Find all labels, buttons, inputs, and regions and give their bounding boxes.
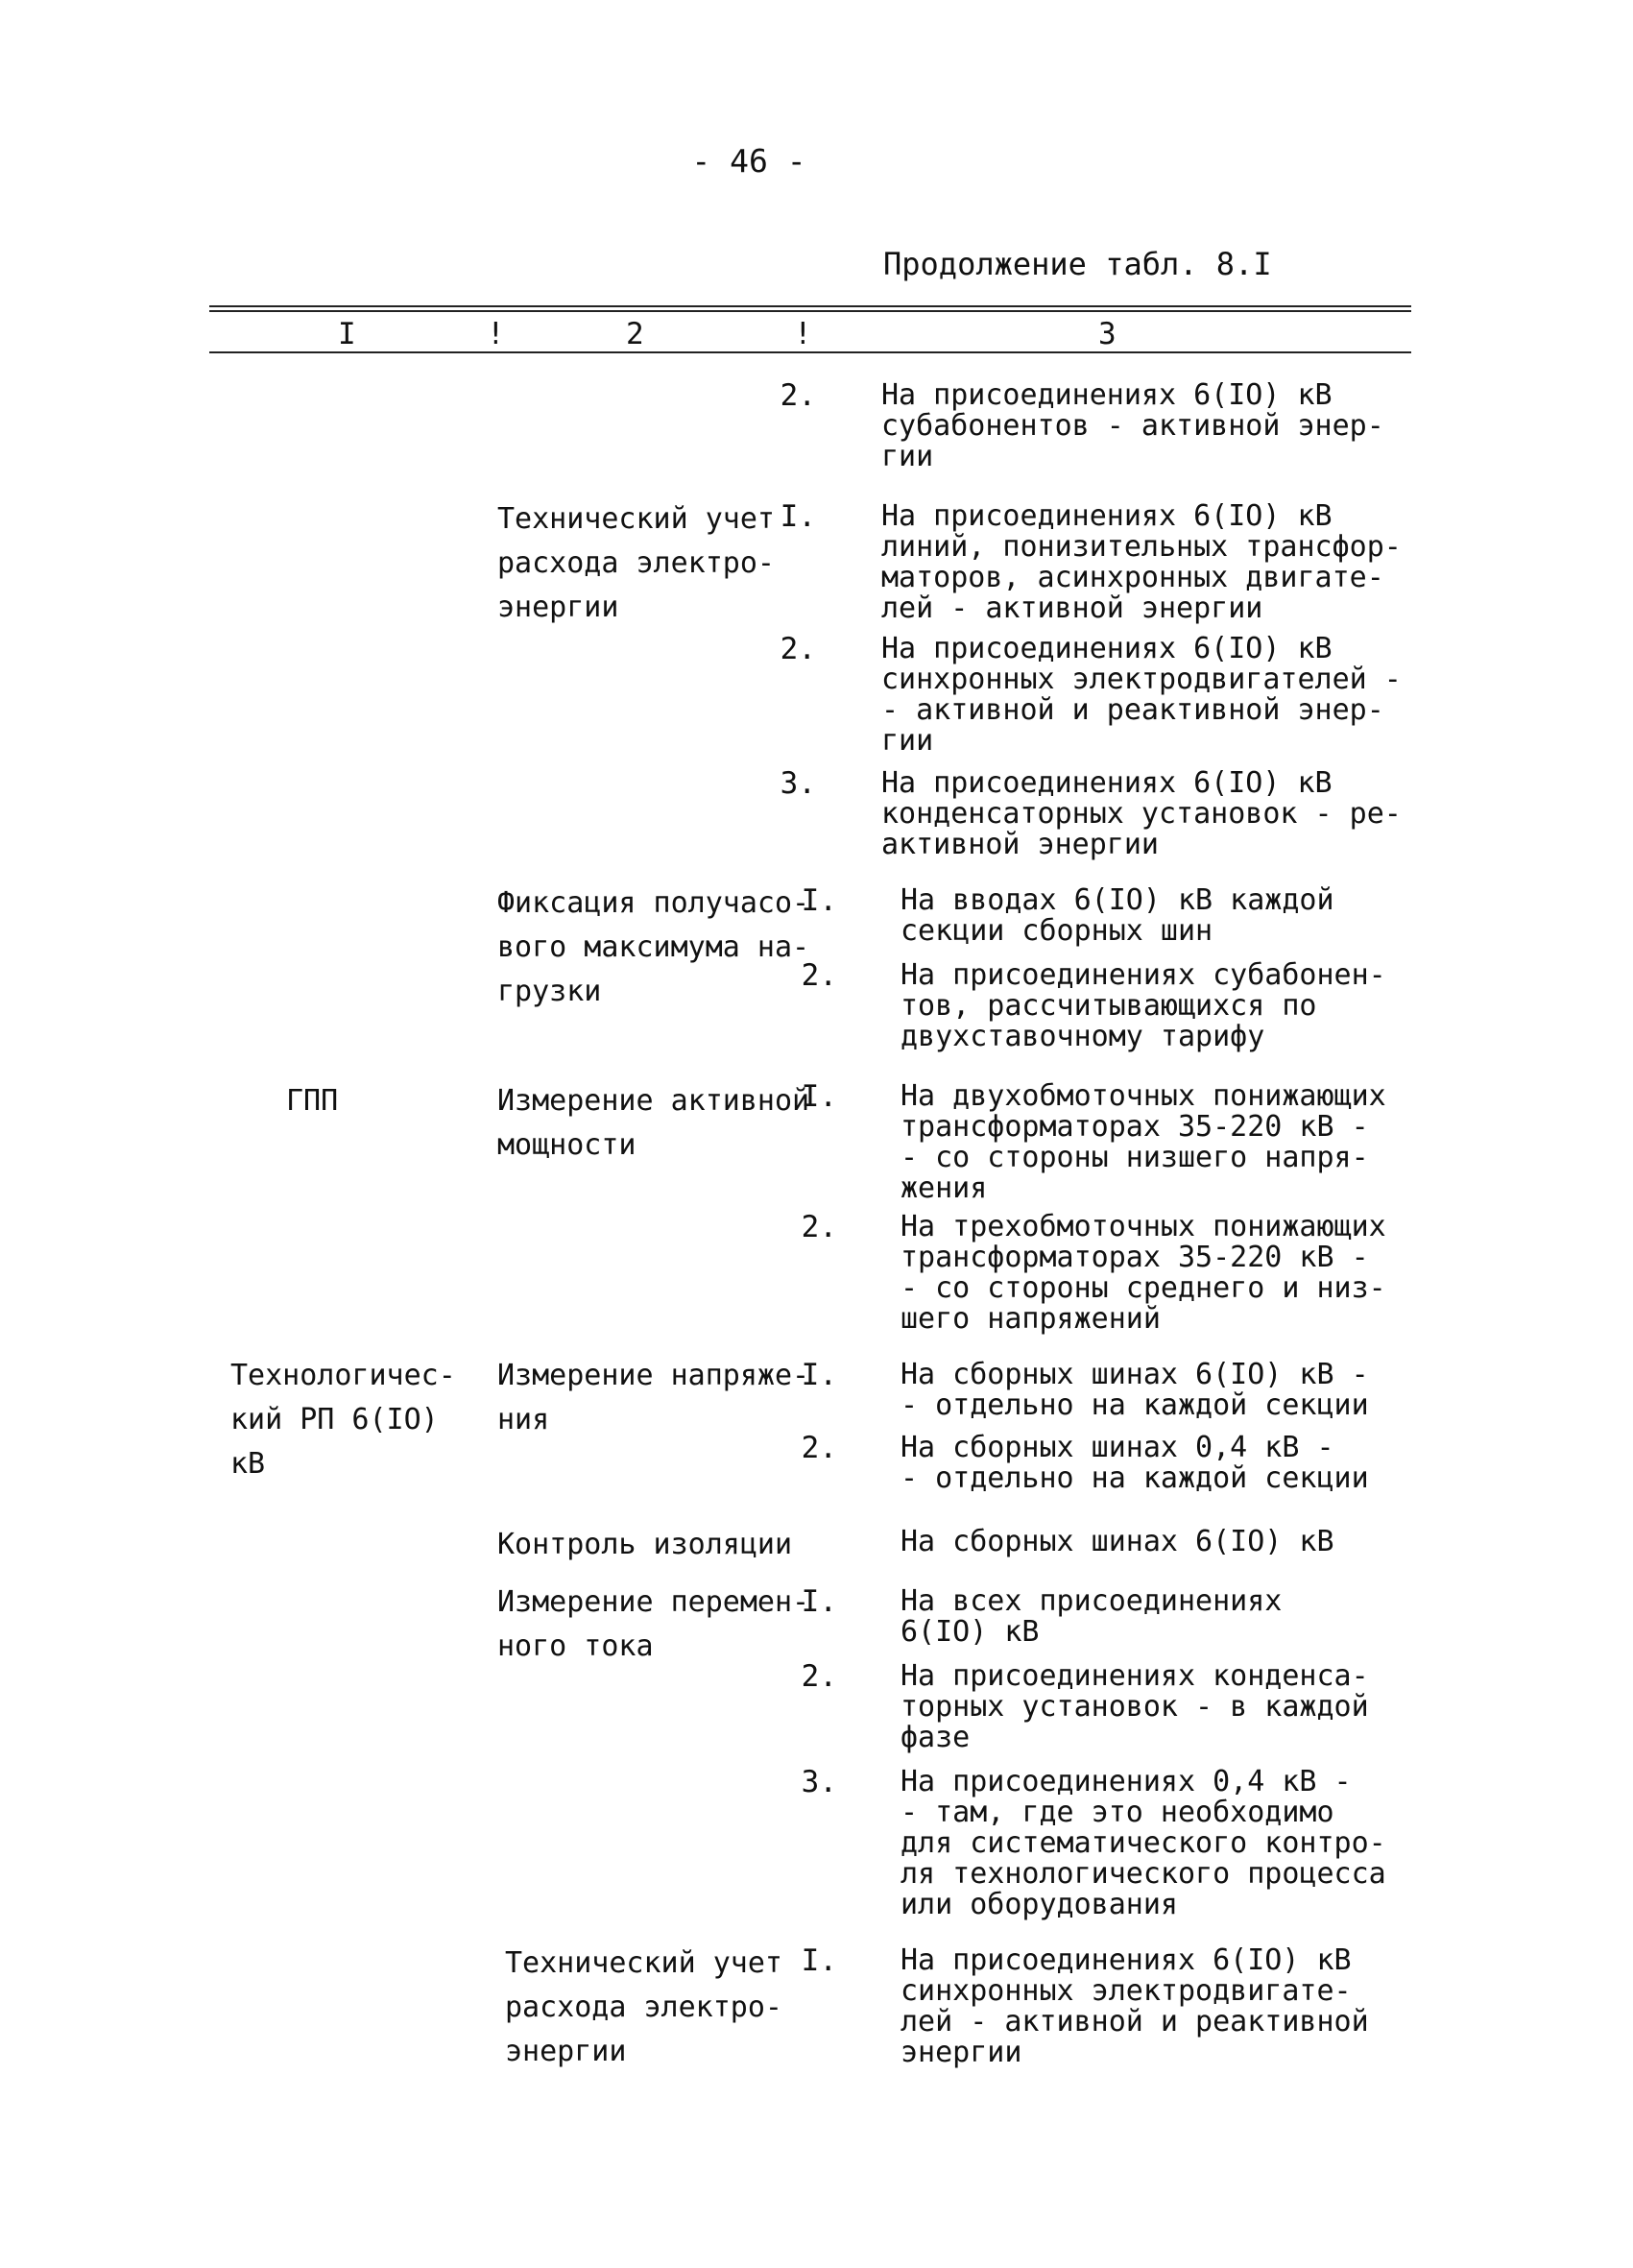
item-number: 2. [801,1210,837,1244]
item-number: I. [801,1079,837,1114]
item-text-line: На присоединениях 6(IO) кВ [881,499,1333,533]
object-cell-line: кВ [230,1447,266,1481]
function-cell-line: Технический учет [505,1946,782,1980]
item-text-line: На трехобмоточных понижающих [901,1210,1386,1243]
function-cell-line: Измерение перемен- [497,1585,810,1619]
item-text-line: линий, понизительных трансфор- [881,530,1402,564]
item-text-line: или оборудования [901,1888,1178,1921]
function-cell-line: расхода электро- [497,546,775,580]
function-cell-line: энергии [497,591,619,624]
item-text-line: трансформаторах 35-220 кВ - [901,1110,1369,1144]
item-text-line: шего напряжений [901,1302,1161,1336]
object-cell-line: Технологичес- [230,1359,456,1392]
function-cell-line: вого максимума на- [497,930,810,964]
table-header-rule [209,351,1411,353]
item-text-line: активной энергии [881,828,1159,861]
function-cell-line: мощности [497,1128,636,1162]
item-number: 2. [801,1659,837,1694]
item-text-line: На сборных шинах 0,4 кВ - [901,1431,1334,1464]
item-text-line: жения [901,1171,988,1205]
function-cell-line: Технический учет [497,502,775,536]
item-text-line: лей - активной и реактивной [901,2005,1369,2039]
item-text-line: гии [881,724,934,758]
object-cell-line: кий РП 6(IO) [230,1403,439,1436]
item-text-line: двухставочному тарифу [901,1020,1265,1053]
item-text-line: На всех присоединениях [901,1584,1283,1618]
table-top-rule [209,305,1411,307]
item-text-line: - там, где это необходимо [901,1796,1334,1829]
function-cell-line: Измерение напряже- [497,1359,810,1392]
item-text-line: торных установок - в каждой [901,1690,1369,1724]
item-text-line: На присоединениях 0,4 кВ - [901,1765,1352,1798]
header-col-2: 2 [626,317,644,351]
item-number: 2. [801,1431,837,1465]
item-text-line: На двухобмоточных понижающих [901,1079,1386,1113]
item-number: 2. [801,958,837,993]
item-text-line: энергии [901,2036,1022,2069]
item-text-line: секции сборных шин [901,914,1213,948]
item-number: 3. [780,766,816,801]
page-number: - 46 - [691,142,806,180]
item-text-line: синхронных электродвигате- [901,1974,1352,2008]
header-sep-1: ! [487,317,505,351]
item-text-line: На присоединениях 6(IO) кВ [901,1943,1352,1977]
table-continuation-label: Продолжение табл. 8.I [883,246,1272,282]
item-text-line: На присоединениях 6(IO) кВ [881,632,1333,665]
item-text-line: На присоединениях 6(IO) кВ [881,378,1333,412]
function-cell-line: расхода электро- [505,1991,782,2024]
function-cell-line: Фиксация получасо- [497,886,810,920]
item-text-line: - отдельно на каждой секции [901,1461,1369,1495]
item-text-line: для систематического контро- [901,1826,1386,1860]
item-text-line: трансформаторах 35-220 кВ - [901,1241,1369,1274]
item-number: 2. [780,378,816,413]
item-text-line: На присоединениях 6(IO) кВ [881,766,1333,800]
item-text-line: гии [881,440,934,473]
item-text-line: На присоединениях субабонен- [901,958,1386,992]
function-cell-line: грузки [497,975,602,1008]
item-text-line: тов, рассчитывающихся по [901,989,1317,1023]
item-number: 3. [801,1765,837,1799]
item-number: 2. [780,632,816,666]
header-col-1: I [338,317,356,351]
item-text-line: 6(IO) кВ [901,1615,1040,1649]
item-text-line: лей - активной энергии [881,591,1263,625]
item-text-line: - активной и реактивной энер- [881,693,1384,727]
item-text-line: - со стороны низшего напря- [901,1141,1369,1174]
table-top-rule-inner [209,310,1411,312]
item-number: I. [801,883,837,918]
item-number: I. [801,1943,837,1978]
item-text-line: синхронных электродвигателей - [881,663,1402,696]
function-cell-line: энергии [505,2035,627,2068]
item-text-line: На сборных шинах 6(IO) кВ [901,1525,1334,1558]
item-text-line: ля технологического процесса [901,1857,1386,1891]
function-cell-line: ния [497,1403,550,1436]
header-sep-2: ! [794,317,812,351]
item-text-line: - отдельно на каждой секции [901,1388,1369,1422]
item-text-line: На сборных шинах 6(IO) кВ - [901,1358,1369,1391]
item-text-line: На присоединениях конденса- [901,1659,1369,1693]
object-cell-line: ГПП [286,1084,339,1118]
function-cell-line: Измерение активной [497,1084,810,1118]
header-col-3: 3 [1098,317,1117,351]
item-text-line: субабонентов - активной энер- [881,409,1384,443]
function-cell-line: ного тока [497,1629,654,1663]
item-text-line: маторов, асинхронных двигате- [881,561,1384,594]
item-text-line: - со стороны среднего и низ- [901,1271,1386,1305]
item-text-line: фазе [901,1721,971,1754]
item-number: I. [801,1584,837,1619]
function-cell-line: Контроль изоляции [497,1528,793,1561]
item-number: I. [780,499,816,534]
item-number: I. [801,1358,837,1392]
item-text-line: конденсаторных установок - ре- [881,797,1402,831]
item-text-line: На вводах 6(IO) кВ каждой [901,883,1334,917]
